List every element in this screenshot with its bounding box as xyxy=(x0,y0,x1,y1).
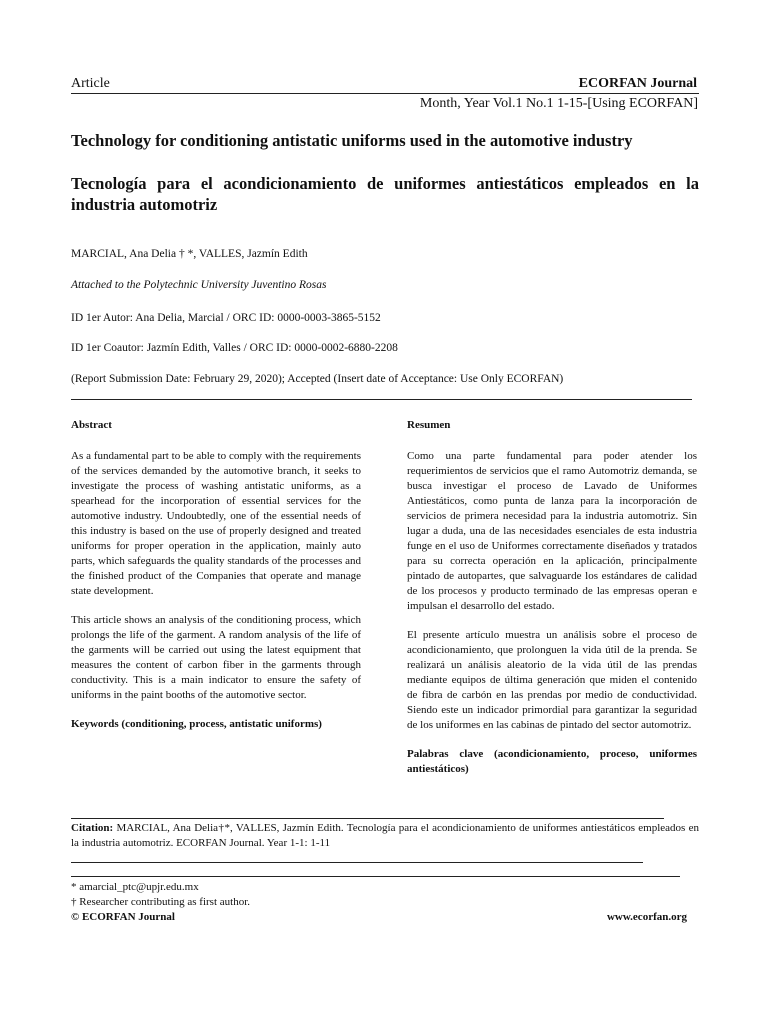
website-url: www.ecorfan.org xyxy=(606,911,687,923)
section-rule xyxy=(71,399,692,400)
abstract-column xyxy=(71,418,361,746)
citation-rule-middle xyxy=(71,862,643,863)
citation-text: MARCIAL, Ana Delia†*, VALLES, Jazmín Edith. Tecnología para el acondicionamiento de uniformes antiestáticos empleados en la industria automotriz. ECORFAN Journal. Year 1-1: 1-11 xyxy=(71,822,699,849)
author-note: † Researcher contributing as first author. xyxy=(71,896,251,908)
authors: MARCIAL, Ana Delia † *, VALLES, Jazmín Edith xyxy=(71,248,308,260)
author-orcid: ID 1er Autor: Ana Delia, Marcial / ORC ID: 0000-0003-3865-5152 xyxy=(71,312,381,324)
citation-label: Citation: xyxy=(71,822,114,834)
resumen-column xyxy=(407,418,697,791)
header-rule xyxy=(71,93,699,94)
abstract-paragraph-2: This article shows an analysis of the conditioning process, which prolongs the life of the garment. A random analysis of the life of the garments will be carried out using the latest equipment that measures the content of carbon fiber in the garments through conductivity. This is a main indicator to ensure the safety of uniforms in the paint booths of the automotive sector. xyxy=(71,614,361,701)
title-spanish: Tecnología para el acondicionamiento de uniformes antiestáticos empleados en la industria automotriz xyxy=(71,174,699,214)
resumen-heading: Resumen xyxy=(407,419,451,431)
citation-rule-bottom xyxy=(71,876,680,877)
citation xyxy=(71,821,699,851)
resumen-paragraph-2: El presente artículo muestra un análisis sobre el proceso de acondicionamiento, que prolonguen la vida útil de la prenda. Se realizará un análisis aleatorio de la vida útil de las prendas mediante equipos de última generación que miden el contenido de fibra de carbón en las prendas por medio de conductividad. Siendo este un indicador primordial para garantizar la seguridad de los uniformes en las cabinas de pintado del sector automotriz. xyxy=(407,629,697,731)
issue-info: Month, Year Vol.1 No.1 1-15-[Using ECORFAN] xyxy=(419,96,698,111)
resumen-paragraph-1: Como una parte fundamental para poder atender los requerimientos de servicios que el ramo Automotriz demanda, se busca investigar el proceso de Lavado de Uniformes Antiestáticos, como punta de lanza para la incorporación de servicios de primera necesidad para la industria automotriz. Sin lugar a duda, una de las necesidades esenciales de esta industria funge en el uso de Uniformes correctamente diseñados y tratados para su correcta operación en la aplicación, principalmente pintado de autopartes, que salvaguarde los estándares de calidad de los procesos y producto terminado de las empresas operan e impulsan el desarrollo del estado. xyxy=(407,450,697,612)
journal-name: ECORFAN Journal xyxy=(578,76,697,91)
citation-rule-top xyxy=(71,818,664,819)
section-label: Article xyxy=(71,76,110,91)
abstract-heading: Abstract xyxy=(71,419,112,431)
resumen-keywords: Palabras clave (acondicionamiento, proceso, uniformes antiestáticos) xyxy=(407,748,697,775)
title-english: Technology for conditioning antistatic uniforms used in the automotive industry xyxy=(71,131,633,150)
abstract-paragraph-1: As a fundamental part to be able to comply with the requirements of the services demanded by the automotive branch, it seeks to investigate the process of washing antistatic uniforms, as a spearhead for the incorporation of essential services for the automotive industry. Undoubtedly, one of the essential needs of this industry is based on the use of properly designed and treated uniforms for proper operation in the application, mainly auto parts, which safeguards the quality standards of the processes and the finished product of the Companies that operate and manage state development. xyxy=(71,450,361,597)
affiliation: Attached to the Polytechnic University Juventino Rosas xyxy=(71,279,327,291)
submission-dates: (Report Submission Date: February 29, 2020); Accepted (Insert date of Acceptance: Use Only ECORFAN) xyxy=(71,373,564,385)
coauthor-orcid: ID 1er Coautor: Jazmín Edith, Valles / ORC ID: 0000-0002-6880-2208 xyxy=(71,342,398,354)
abstract-keywords: Keywords (conditioning, process, antistatic uniforms) xyxy=(71,718,322,730)
copyright: © ECORFAN Journal xyxy=(71,911,175,923)
author-email: * amarcial_ptc@upjr.edu.mx xyxy=(71,881,199,893)
